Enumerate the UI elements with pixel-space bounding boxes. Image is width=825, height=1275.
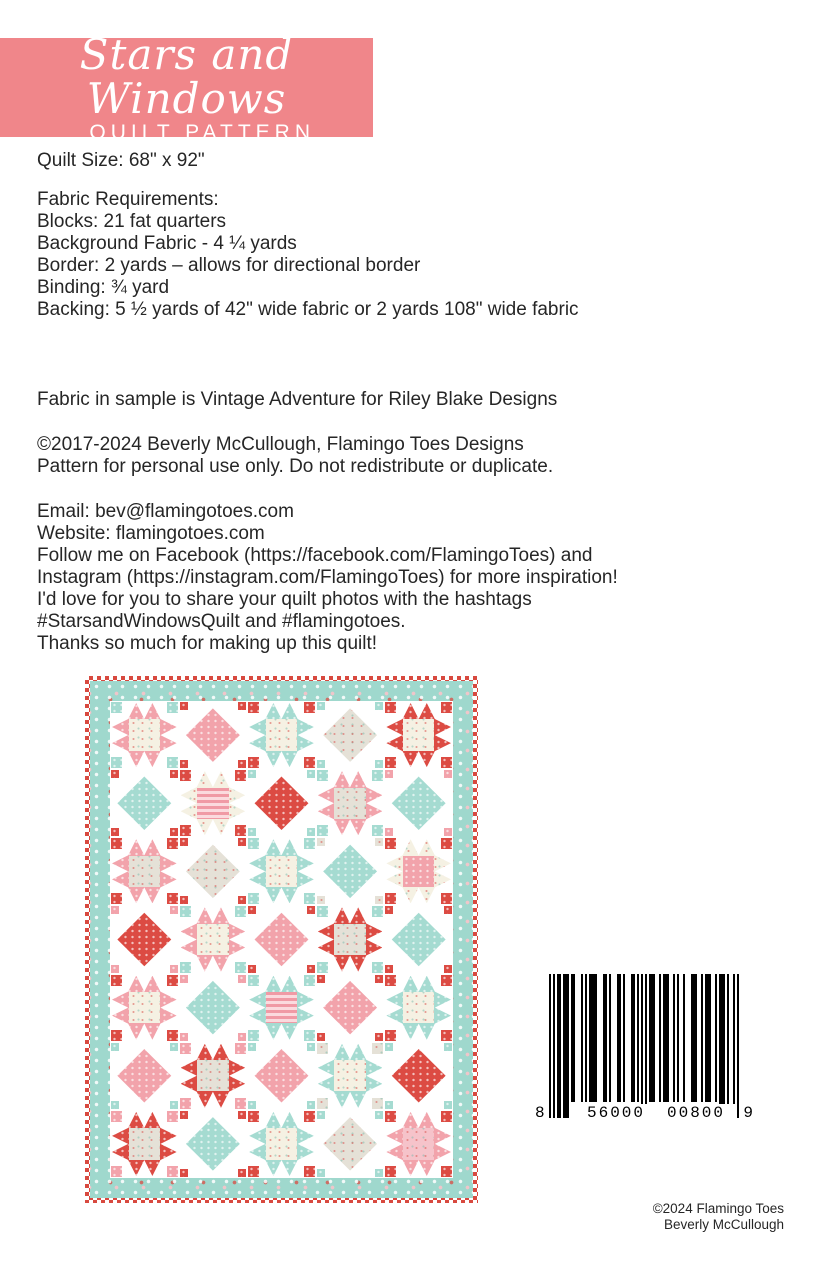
cornerstone	[238, 760, 246, 768]
text-line: ©2017-2024 Beverly McCullough, Flamingo Toes Designs	[37, 434, 524, 455]
cornerstone	[248, 1030, 259, 1041]
cornerstone	[317, 962, 328, 973]
cornerstone	[385, 770, 393, 778]
cornerstone	[235, 770, 246, 781]
barcode-group-2: 00800	[657, 1104, 735, 1122]
window-diamond	[184, 706, 243, 764]
cornerstone	[248, 893, 259, 904]
cornerstone	[441, 893, 452, 904]
quilt-block-window	[247, 1042, 316, 1110]
cornerstone	[304, 893, 315, 904]
cornerstone	[375, 1111, 383, 1119]
cornerstone	[180, 896, 188, 904]
cornerstone	[375, 760, 383, 768]
cornerstone	[317, 1111, 325, 1119]
cornerstone	[170, 770, 178, 778]
cornerstone	[180, 962, 191, 973]
contact-info	[37, 501, 618, 655]
cornerstone	[307, 1043, 315, 1051]
window-diamond	[389, 910, 448, 968]
cornerstone	[385, 838, 396, 849]
star-center	[266, 1128, 298, 1159]
quilt-size-text: Quilt Size: 68" x 92"	[37, 150, 205, 171]
cornerstone	[248, 975, 259, 986]
window-diamond	[252, 774, 311, 832]
star-center	[197, 1060, 229, 1091]
cornerstone	[317, 1043, 328, 1054]
cornerstone	[307, 828, 315, 836]
quilt-field	[110, 701, 453, 1178]
star-center	[129, 719, 161, 750]
star-center	[129, 1128, 161, 1159]
cornerstone	[372, 825, 383, 836]
cornerstone	[304, 702, 315, 713]
cornerstone	[385, 1030, 396, 1041]
cornerstone	[385, 1166, 396, 1177]
cornerstone	[441, 1166, 452, 1177]
quilt-block-window	[316, 837, 385, 905]
barcode-bars	[549, 974, 739, 1118]
quilt-block-window	[247, 769, 316, 837]
quilt-block-star	[247, 974, 316, 1042]
quilt-block-star	[316, 769, 385, 837]
cornerstone	[180, 770, 191, 781]
star-center	[334, 924, 366, 955]
cornerstone	[180, 975, 188, 983]
cornerstone	[180, 1043, 191, 1054]
star-center	[197, 788, 229, 819]
footer-line-1: ©2024 Flamingo Toes	[652, 1201, 784, 1216]
text-line: Website: flamingotoes.com	[37, 523, 265, 544]
quilt-block-window	[179, 1110, 248, 1178]
cornerstone	[441, 1030, 452, 1041]
star-center	[334, 1060, 366, 1091]
cornerstone	[248, 757, 259, 768]
quilt-block-window	[384, 905, 453, 973]
cornerstone	[111, 702, 122, 713]
cornerstone	[248, 1166, 259, 1177]
cornerstone	[111, 906, 119, 914]
footer-copyright	[653, 1201, 784, 1233]
quilt-block-star	[384, 974, 453, 1042]
quilt-block-star	[110, 1110, 179, 1178]
cornerstone	[170, 965, 178, 973]
copyright-note	[37, 434, 553, 478]
cornerstone	[385, 975, 396, 986]
text-line: Background Fabric - 4 ¼ yards	[37, 233, 297, 254]
quilt-block-star	[110, 974, 179, 1042]
cornerstone	[441, 838, 452, 849]
window-diamond	[115, 910, 174, 968]
cornerstone	[444, 1043, 452, 1051]
cornerstone	[444, 906, 452, 914]
quilt-block-window	[110, 1042, 179, 1110]
cornerstone	[317, 760, 325, 768]
cornerstone	[248, 702, 259, 713]
cornerstone	[170, 1101, 178, 1109]
barcode-digit-left: 8	[535, 1104, 547, 1122]
cornerstone	[248, 1043, 256, 1051]
cornerstone	[375, 896, 383, 904]
text-line: Backing: 5 ½ yards of 42" wide fabric or 2 yards 108" wide fabric	[37, 299, 579, 320]
quilt-block-window	[110, 769, 179, 837]
footer-line-2: Beverly McCullough	[663, 1217, 784, 1232]
cornerstone	[441, 702, 452, 713]
quilt-block-star	[384, 1110, 453, 1178]
quilt-block-window	[316, 974, 385, 1042]
text-line: Border: 2 yards – allows for directional border	[37, 255, 421, 276]
cornerstone	[167, 1166, 178, 1177]
cornerstone	[385, 702, 396, 713]
cornerstone	[385, 965, 393, 973]
cornerstone	[167, 838, 178, 849]
cornerstone	[238, 975, 246, 983]
quilt-block-window	[384, 1042, 453, 1110]
cornerstone	[111, 1043, 119, 1051]
cornerstone	[180, 1033, 188, 1041]
cornerstone	[372, 1098, 383, 1109]
cornerstone	[372, 1043, 383, 1054]
cornerstone	[385, 828, 393, 836]
cornerstone	[304, 1166, 315, 1177]
text-line: Fabric Requirements:	[37, 189, 219, 210]
quilt-block-star	[110, 701, 179, 769]
cornerstone	[307, 1101, 315, 1109]
quilt-block-star	[110, 837, 179, 905]
cornerstone	[235, 825, 246, 836]
cornerstone	[235, 906, 246, 917]
cornerstone	[167, 1030, 178, 1041]
cornerstone	[170, 828, 178, 836]
text-line: Follow me on Facebook (https://facebook.com/FlamingoToes) and	[37, 545, 593, 566]
cornerstone	[235, 1098, 246, 1109]
cornerstone	[375, 1033, 383, 1041]
quilt-block-star	[247, 701, 316, 769]
cornerstone	[111, 770, 119, 778]
cornerstone	[372, 962, 383, 973]
text-line: Email: bev@flamingotoes.com	[37, 501, 294, 522]
cornerstone	[441, 1111, 452, 1122]
quilt-block-window	[179, 974, 248, 1042]
quilt-block-star	[316, 905, 385, 973]
cornerstone	[180, 1098, 191, 1109]
cornerstone	[180, 702, 188, 710]
cornerstone	[111, 1101, 119, 1109]
quilt-block-star	[247, 837, 316, 905]
window-diamond	[184, 842, 243, 900]
cornerstone	[238, 896, 246, 904]
window-diamond	[184, 979, 243, 1037]
cornerstone	[317, 1098, 328, 1109]
cornerstone	[167, 702, 178, 713]
star-center	[403, 856, 435, 887]
cornerstone	[304, 757, 315, 768]
star-center	[266, 719, 298, 750]
cornerstone	[385, 893, 396, 904]
cornerstone	[248, 828, 256, 836]
quilt-border	[90, 681, 473, 1198]
quilt-block-window	[316, 701, 385, 769]
quilt-block-window	[247, 905, 316, 973]
cornerstone	[317, 838, 325, 846]
cornerstone	[167, 1111, 178, 1122]
star-center	[266, 856, 298, 887]
cornerstone	[111, 838, 122, 849]
cornerstone	[235, 1043, 246, 1054]
cornerstone	[372, 906, 383, 917]
fabric-requirements	[37, 189, 579, 321]
cornerstone	[304, 975, 315, 986]
cornerstone	[238, 838, 246, 846]
cornerstone	[180, 760, 188, 768]
cornerstone	[238, 1169, 246, 1177]
text-line: Instagram (https://instagram.com/FlamingoToes) for more inspiration!	[37, 567, 618, 588]
cornerstone	[167, 975, 178, 986]
window-diamond	[389, 1047, 448, 1105]
cornerstone	[248, 906, 256, 914]
cornerstone	[170, 1043, 178, 1051]
star-center	[334, 788, 366, 819]
quilt-block-star	[179, 769, 248, 837]
cornerstone	[444, 828, 452, 836]
text-line: Thanks so much for making up this quilt!	[37, 633, 378, 654]
cornerstone	[444, 1101, 452, 1109]
cornerstone	[317, 702, 325, 710]
quilt-block-star	[247, 1110, 316, 1178]
cornerstone	[180, 1111, 188, 1119]
star-center	[129, 856, 161, 887]
cornerstone	[111, 1030, 122, 1041]
cornerstone	[167, 893, 178, 904]
cornerstone	[307, 906, 315, 914]
cornerstone	[441, 975, 452, 986]
cornerstone	[317, 1033, 325, 1041]
star-center	[403, 1128, 435, 1159]
cornerstone	[444, 770, 452, 778]
cornerstone	[180, 1169, 188, 1177]
cornerstone	[375, 975, 383, 983]
cornerstone	[317, 1169, 325, 1177]
star-center	[129, 992, 161, 1023]
cornerstone	[238, 1033, 246, 1041]
cornerstone	[180, 906, 191, 917]
window-diamond	[321, 706, 380, 764]
cornerstone	[248, 770, 256, 778]
text-line: Blocks: 21 fat quarters	[37, 211, 227, 232]
cornerstone	[375, 838, 383, 846]
quilt-block-window	[179, 837, 248, 905]
cornerstone	[304, 1030, 315, 1041]
cornerstone	[111, 1166, 122, 1177]
cornerstone	[385, 1043, 393, 1051]
cornerstone	[317, 975, 325, 983]
cornerstone	[385, 757, 396, 768]
cornerstone	[238, 702, 246, 710]
cornerstone	[248, 965, 256, 973]
cornerstone	[248, 838, 259, 849]
cornerstone	[372, 770, 383, 781]
cornerstone	[111, 1111, 122, 1122]
cornerstone	[317, 770, 328, 781]
cornerstone	[385, 906, 393, 914]
window-diamond	[252, 910, 311, 968]
star-center	[403, 992, 435, 1023]
window-diamond	[321, 979, 380, 1037]
barcode-bar	[737, 974, 739, 1118]
cornerstone	[248, 1101, 256, 1109]
cornerstone	[111, 893, 122, 904]
star-center	[266, 992, 298, 1023]
window-diamond	[115, 1047, 174, 1105]
window-diamond	[321, 1115, 380, 1173]
cornerstone	[238, 1111, 246, 1119]
text-line: #StarsandWindowsQuilt and #flamingotoes.	[37, 611, 406, 632]
star-center	[197, 924, 229, 955]
quilt-block-star	[179, 905, 248, 973]
barcode	[535, 974, 757, 1126]
window-diamond	[252, 1047, 311, 1105]
sample-fabric-note: Fabric in sample is Vintage Adventure for Riley Blake Designs	[37, 389, 558, 410]
barcode-digit-right: 9	[743, 1104, 755, 1122]
window-diamond	[115, 774, 174, 832]
cornerstone	[111, 975, 122, 986]
text-line: Binding: ¾ yard	[37, 277, 170, 298]
header-banner	[0, 29, 373, 144]
cornerstone	[444, 965, 452, 973]
cornerstone	[385, 1101, 393, 1109]
cornerstone	[317, 906, 328, 917]
quilt-block-window	[384, 769, 453, 837]
barcode-group-1: 56000	[577, 1104, 655, 1122]
cornerstone	[304, 1111, 315, 1122]
cornerstone	[385, 1111, 396, 1122]
cornerstone	[235, 962, 246, 973]
window-diamond	[184, 1115, 243, 1173]
cornerstone	[180, 825, 191, 836]
cornerstone	[307, 965, 315, 973]
quilt-block-window	[110, 905, 179, 973]
cornerstone	[111, 828, 119, 836]
cornerstone	[304, 838, 315, 849]
quilt-photo	[85, 676, 478, 1203]
cornerstone	[375, 702, 383, 710]
cornerstone	[317, 896, 325, 904]
cornerstone	[167, 757, 178, 768]
cornerstone	[170, 906, 178, 914]
quilt-block-window	[316, 1110, 385, 1178]
pattern-title: Stars and Windows	[79, 29, 294, 123]
cornerstone	[248, 1111, 259, 1122]
text-line: Pattern for personal use only. Do not redistribute or duplicate.	[37, 456, 554, 477]
quilt-block-star	[384, 837, 453, 905]
star-center	[403, 719, 435, 750]
cornerstone	[317, 825, 328, 836]
cornerstone	[111, 965, 119, 973]
cornerstone	[180, 838, 188, 846]
window-diamond	[321, 842, 380, 900]
cornerstone	[307, 770, 315, 778]
cornerstone	[375, 1169, 383, 1177]
quilt-block-star	[316, 1042, 385, 1110]
pattern-subtitle: QUILT PATTERN	[89, 120, 315, 144]
window-diamond	[389, 774, 448, 832]
text-line: I'd love for you to share your quilt photos with the hashtags	[37, 589, 532, 610]
quilt-block-window	[179, 701, 248, 769]
quilt-block-star	[179, 1042, 248, 1110]
quilt-block-star	[384, 701, 453, 769]
cornerstone	[441, 757, 452, 768]
cornerstone	[111, 757, 122, 768]
